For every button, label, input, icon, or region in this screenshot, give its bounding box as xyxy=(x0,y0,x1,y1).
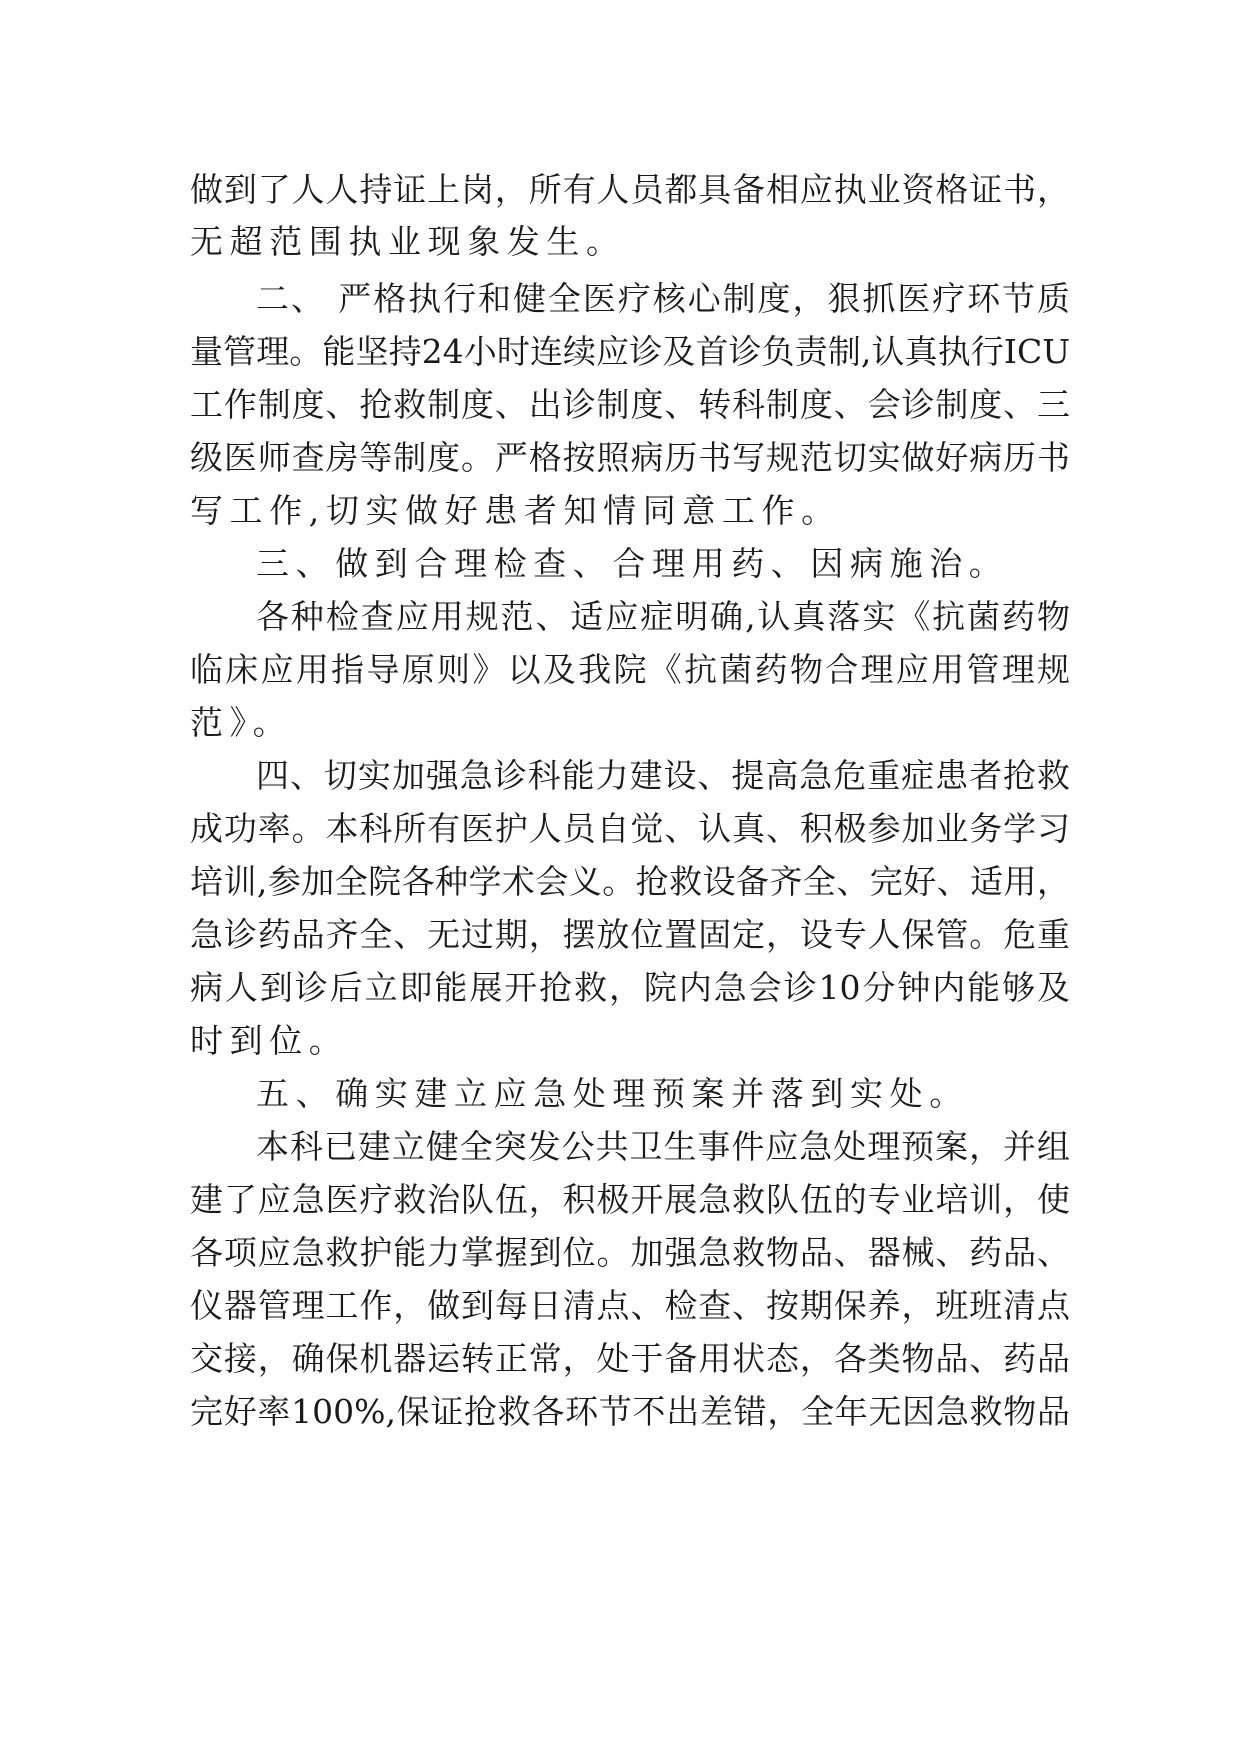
text-line-11: 范》。 xyxy=(190,703,293,742)
text-line-21: 各项应急救护能力掌握到位。加强急救物品、器械、药品、 xyxy=(190,1233,1070,1272)
section-5-heading: 五、确实建立应急处理预案并落到实处。 xyxy=(256,1074,969,1113)
text-line-5: 工作制度、抢救制度、出诊制度、转科制度、会诊制度、三 xyxy=(190,385,1070,424)
text-line-13: 成功率。本科所有医护人员自觉、认真、积极参加业务学习 xyxy=(190,809,1070,848)
text-line-19: 本科已建立健全突发公共卫生事件应急处理预案，并组 xyxy=(256,1127,1070,1166)
text-line-4: 量管理。能坚持24小时连续应诊及首诊负责制,认真执行ICU xyxy=(190,332,1070,371)
text-line-14: 培训,参加全院各种学术会义。抢救设备齐全、完好、适用， xyxy=(190,862,1070,901)
text-line-22: 仪器管理工作，做到每日清点、检查、按期保养，班班清点 xyxy=(190,1286,1070,1325)
text-line-16: 病人到诊后立即能展开抢救，院内急会诊10分钟内能够及 xyxy=(190,968,1070,1007)
text-line-10: 临床应用指导原则》以及我院《抗菌药物合理应用管理规 xyxy=(190,650,1070,689)
text-line-15: 急诊药品齐全、无过期，摆放位置固定，设专人保管。危重 xyxy=(190,915,1070,954)
text-line-23: 交接，确保机器运转正常，处于备用状态，各类物品、药品 xyxy=(190,1339,1070,1378)
section-3-heading: 三、做到合理检查、合理用药、因病施治。 xyxy=(256,544,1009,583)
text-line-24: 完好率100%,保证抢救各环节不出差错，全年无因急救物品 xyxy=(190,1392,1070,1431)
text-line-2: 无超范围执业现象发生。 xyxy=(190,222,626,261)
text-line-17: 时到位。 xyxy=(190,1021,349,1060)
text-line-1: 做到了人人持证上岗，所有人员都具备相应执业资格证书， xyxy=(190,170,1070,209)
section-2-heading: 二、 严格执行和健全医疗核心制度，狠抓医疗环节质 xyxy=(256,279,1070,318)
text-line-7: 写工作,切实做好患者知情同意工作。 xyxy=(190,491,841,530)
text-line-20: 建了应急医疗救治队伍，积极开展急救队伍的专业培训，使 xyxy=(190,1180,1070,1219)
text-line-6: 级医师查房等制度。严格按照病历书写规范切实做好病历书 xyxy=(190,438,1070,477)
section-4-heading: 四、切实加强急诊科能力建设、提高急危重症患者抢救 xyxy=(256,756,1070,795)
text-line-9: 各种检查应用规范、适应症明确,认真落实《抗菌药物 xyxy=(256,597,1070,636)
